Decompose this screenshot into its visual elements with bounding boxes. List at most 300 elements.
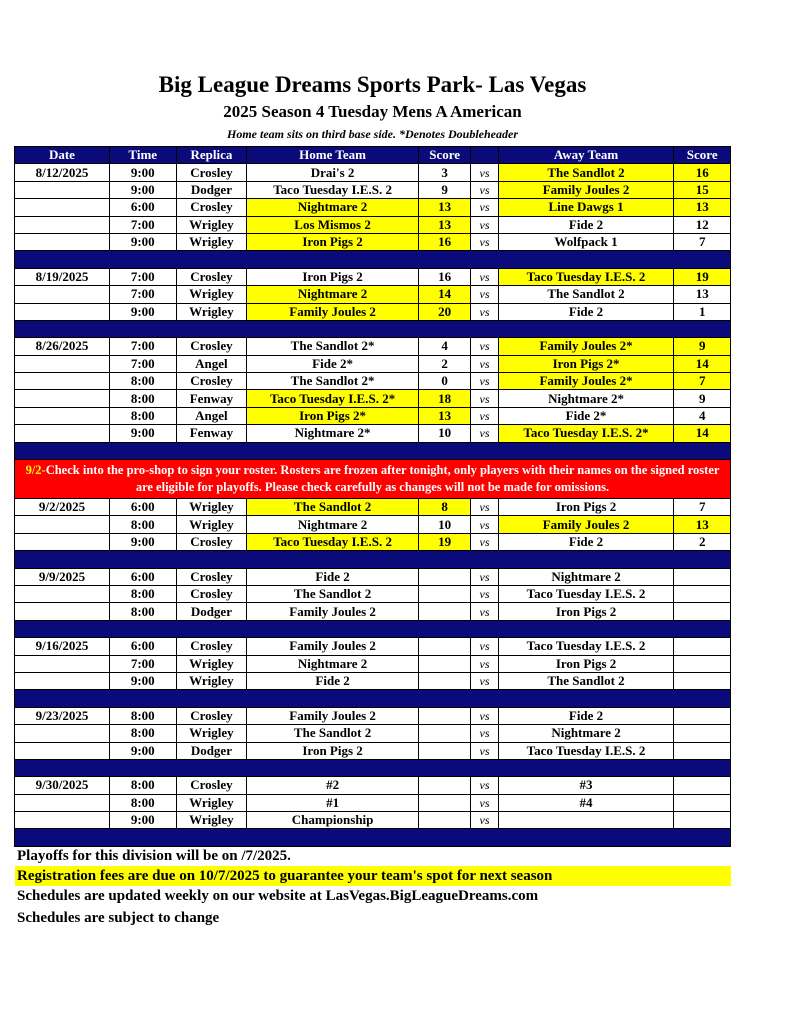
home-team: Family Joules 2 [247, 638, 419, 655]
week-separator [15, 620, 731, 637]
home-team: The Sandlot 2* [247, 338, 419, 355]
home-team: The Sandlot 2 [247, 499, 419, 516]
game-field: Crosley [176, 373, 247, 390]
game-field: Crosley [176, 638, 247, 655]
game-date [15, 303, 110, 320]
game-date [15, 286, 110, 303]
table-row [15, 355, 731, 372]
away-score [674, 568, 731, 585]
game-date [15, 672, 110, 689]
game-time: 8:00 [109, 794, 176, 811]
away-score [674, 672, 731, 689]
table-row [15, 216, 731, 233]
away-score: 2 [674, 533, 731, 550]
separator-bar [15, 620, 731, 637]
table-row [15, 425, 731, 442]
home-score [418, 725, 471, 742]
away-score [674, 707, 731, 724]
game-date [15, 390, 110, 407]
game-date: 9/2/2025 [15, 499, 110, 516]
home-team: Championship [247, 812, 419, 829]
home-team: Nightmare 2 [247, 286, 419, 303]
away-team: Fide 2 [498, 533, 674, 550]
table-row [15, 373, 731, 390]
game-time: 7:00 [109, 355, 176, 372]
game-date [15, 181, 110, 198]
vs-label: vs [471, 585, 498, 602]
game-time: 9:00 [109, 742, 176, 759]
table-row [15, 585, 731, 602]
game-time: 9:00 [109, 533, 176, 550]
home-score: 20 [418, 303, 471, 320]
table-header-row [15, 147, 731, 164]
game-time: 9:00 [109, 812, 176, 829]
vs-label: vs [471, 603, 498, 620]
table-row [15, 603, 731, 620]
vs-label: vs [471, 338, 498, 355]
vs-label: vs [471, 286, 498, 303]
game-time: 9:00 [109, 233, 176, 250]
table-row [15, 390, 731, 407]
week-separator [15, 759, 731, 776]
game-time: 8:00 [109, 373, 176, 390]
table-row [15, 568, 731, 585]
away-team: Line Dawgs 1 [498, 199, 674, 216]
game-date [15, 533, 110, 550]
home-team: The Sandlot 2 [247, 725, 419, 742]
home-score: 4 [418, 338, 471, 355]
game-date [15, 585, 110, 602]
col-header-vs [471, 147, 498, 164]
table-row [15, 199, 731, 216]
table-row [15, 777, 731, 794]
home-score [418, 655, 471, 672]
game-time: 9:00 [109, 181, 176, 198]
home-score: 19 [418, 533, 471, 550]
vs-label: vs [471, 794, 498, 811]
home-score [418, 707, 471, 724]
away-score: 19 [674, 268, 731, 285]
table-row [15, 655, 731, 672]
table-row [15, 286, 731, 303]
away-score [674, 585, 731, 602]
game-date: 9/16/2025 [15, 638, 110, 655]
home-score [418, 672, 471, 689]
vs-label: vs [471, 499, 498, 516]
game-time: 6:00 [109, 199, 176, 216]
game-field: Dodger [176, 181, 247, 198]
vs-label: vs [471, 181, 498, 198]
week-separator [15, 551, 731, 568]
home-score: 2 [418, 355, 471, 372]
away-team: #4 [498, 794, 674, 811]
roster-notice-row [15, 460, 731, 499]
footer-fees: Registration fees are due on 10/7/2025 to guarantee your team's spot for next season [15, 866, 731, 886]
away-score: 9 [674, 338, 731, 355]
vs-label: vs [471, 407, 498, 424]
home-team: Fide 2 [247, 672, 419, 689]
home-team: Family Joules 2 [247, 603, 419, 620]
game-time: 7:00 [109, 268, 176, 285]
separator-bar [15, 759, 731, 776]
away-score: 7 [674, 499, 731, 516]
game-time: 7:00 [109, 655, 176, 672]
game-date: 9/30/2025 [15, 777, 110, 794]
game-date [15, 216, 110, 233]
home-team: #1 [247, 794, 419, 811]
game-date: 9/9/2025 [15, 568, 110, 585]
game-field: Fenway [176, 425, 247, 442]
vs-label: vs [471, 233, 498, 250]
home-score: 9 [418, 181, 471, 198]
away-team: Fide 2 [498, 707, 674, 724]
home-team: Nightmare 2 [247, 199, 419, 216]
notice-prefix: 9/2- [25, 463, 46, 478]
game-field: Crosley [176, 164, 247, 181]
vs-label: vs [471, 568, 498, 585]
game-field: Angel [176, 407, 247, 424]
vs-label: vs [471, 199, 498, 216]
home-team: Iron Pigs 2 [247, 233, 419, 250]
away-team: The Sandlot 2 [498, 286, 674, 303]
vs-label: vs [471, 164, 498, 181]
home-score: 16 [418, 233, 471, 250]
away-team: Taco Tuesday I.E.S. 2* [498, 425, 674, 442]
home-team: Taco Tuesday I.E.S. 2 [247, 181, 419, 198]
home-team: Nightmare 2 [247, 655, 419, 672]
home-team: The Sandlot 2* [247, 373, 419, 390]
game-time: 9:00 [109, 164, 176, 181]
home-score: 10 [418, 516, 471, 533]
game-time: 7:00 [109, 338, 176, 355]
notice-text: Rosters are frozen after tonight, only players with their names on the signed roster are eligible for playoffs. Please check carefully as changes will not be made for omissions. [135, 463, 720, 495]
footer-playoffs: Playoffs for this division will be on /7/2025. [17, 848, 291, 864]
away-team: The Sandlot 2 [498, 164, 674, 181]
game-field: Crosley [176, 338, 247, 355]
game-field: Crosley [176, 199, 247, 216]
game-date [15, 812, 110, 829]
away-team: Fide 2* [498, 407, 674, 424]
col-header-home-team: Home Team [247, 147, 419, 164]
away-score: 13 [674, 286, 731, 303]
home-score: 14 [418, 286, 471, 303]
away-score: 12 [674, 216, 731, 233]
away-team: Iron Pigs 2 [498, 655, 674, 672]
away-score [674, 725, 731, 742]
home-score: 0 [418, 373, 471, 390]
home-team: Iron Pigs 2 [247, 742, 419, 759]
game-date [15, 655, 110, 672]
col-header-home-score: Score [418, 147, 471, 164]
game-field: Dodger [176, 742, 247, 759]
separator-bar [15, 442, 731, 459]
home-score [418, 638, 471, 655]
away-score [674, 603, 731, 620]
home-team: Drai's 2 [247, 164, 419, 181]
vs-label: vs [471, 268, 498, 285]
home-score: 8 [418, 499, 471, 516]
table-row [15, 638, 731, 655]
home-team: Iron Pigs 2* [247, 407, 419, 424]
away-score: 16 [674, 164, 731, 181]
table-row [15, 725, 731, 742]
game-field: Wrigley [176, 794, 247, 811]
away-team: Taco Tuesday I.E.S. 2 [498, 585, 674, 602]
game-field: Wrigley [176, 516, 247, 533]
game-date [15, 742, 110, 759]
vs-label: vs [471, 672, 498, 689]
away-team: Nightmare 2 [498, 725, 674, 742]
away-score [674, 742, 731, 759]
vs-label: vs [471, 638, 498, 655]
table-row [15, 407, 731, 424]
away-score: 15 [674, 181, 731, 198]
separator-bar [15, 251, 731, 268]
home-score [418, 742, 471, 759]
game-field: Wrigley [176, 286, 247, 303]
away-score [674, 638, 731, 655]
game-time: 7:00 [109, 216, 176, 233]
col-header-time: Time [109, 147, 176, 164]
game-field: Wrigley [176, 725, 247, 742]
away-team: The Sandlot 2 [498, 672, 674, 689]
table-row [15, 181, 731, 198]
home-score [418, 812, 471, 829]
game-time: 8:00 [109, 725, 176, 742]
game-time: 7:00 [109, 286, 176, 303]
away-team: Family Joules 2* [498, 373, 674, 390]
vs-label: vs [471, 707, 498, 724]
table-row [15, 268, 731, 285]
home-team: Fide 2* [247, 355, 419, 372]
game-date [15, 794, 110, 811]
home-team: Fide 2 [247, 568, 419, 585]
away-team: Iron Pigs 2 [498, 603, 674, 620]
schedule-table [14, 146, 731, 847]
game-date [15, 425, 110, 442]
home-score: 13 [418, 199, 471, 216]
game-date [15, 355, 110, 372]
vs-label: vs [471, 355, 498, 372]
away-team: Nightmare 2 [498, 568, 674, 585]
game-field: Wrigley [176, 812, 247, 829]
game-time: 8:00 [109, 777, 176, 794]
game-field: Crosley [176, 568, 247, 585]
away-score: 9 [674, 390, 731, 407]
table-row [15, 812, 731, 829]
notice-highlight: Check into the pro-shop to sign your roster. [45, 463, 278, 478]
page-title: Big League Dreams Sports Park- Las Vegas [158, 72, 587, 97]
home-score [418, 794, 471, 811]
table-row [15, 164, 731, 181]
col-header-away-team: Away Team [498, 147, 674, 164]
home-team: Family Joules 2 [247, 707, 419, 724]
away-score [674, 655, 731, 672]
away-team: Family Joules 2 [498, 516, 674, 533]
table-row [15, 233, 731, 250]
game-field: Crosley [176, 533, 247, 550]
away-score: 13 [674, 516, 731, 533]
game-date [15, 233, 110, 250]
col-header-date: Date [15, 147, 110, 164]
table-row [15, 707, 731, 724]
home-score: 10 [418, 425, 471, 442]
game-field: Crosley [176, 777, 247, 794]
page-subtitle: 2025 Season 4 Tuesday Mens A American [223, 102, 522, 121]
table-row [15, 794, 731, 811]
away-team: Fide 2 [498, 303, 674, 320]
separator-bar [15, 320, 731, 337]
separator-bar [15, 551, 731, 568]
game-time: 6:00 [109, 638, 176, 655]
away-score: 14 [674, 355, 731, 372]
game-date [15, 199, 110, 216]
home-score [418, 777, 471, 794]
home-team: Taco Tuesday I.E.S. 2 [247, 533, 419, 550]
game-field: Crosley [176, 268, 247, 285]
away-score: 7 [674, 233, 731, 250]
game-field: Wrigley [176, 499, 247, 516]
table-row [15, 499, 731, 516]
page-note: Home team sits on third base side. *Denotes Doubleheader [227, 127, 518, 141]
schedule-body [15, 164, 731, 846]
away-score: 7 [674, 373, 731, 390]
game-time: 9:00 [109, 425, 176, 442]
game-time: 8:00 [109, 707, 176, 724]
away-team: Iron Pigs 2* [498, 355, 674, 372]
game-time: 8:00 [109, 390, 176, 407]
separator-bar [15, 829, 731, 846]
game-field: Crosley [176, 707, 247, 724]
game-date [15, 603, 110, 620]
game-field: Wrigley [176, 672, 247, 689]
away-score [674, 777, 731, 794]
home-team: Nightmare 2 [247, 516, 419, 533]
game-time: 8:00 [109, 603, 176, 620]
game-time: 6:00 [109, 568, 176, 585]
away-team: Fide 2 [498, 216, 674, 233]
away-team [498, 812, 674, 829]
away-team: Taco Tuesday I.E.S. 2 [498, 268, 674, 285]
table-row [15, 303, 731, 320]
table-row [15, 672, 731, 689]
away-score [674, 794, 731, 811]
away-score: 1 [674, 303, 731, 320]
week-separator [15, 251, 731, 268]
game-field: Crosley [176, 585, 247, 602]
home-score: 13 [418, 216, 471, 233]
game-date: 8/19/2025 [15, 268, 110, 285]
vs-label: vs [471, 742, 498, 759]
game-date: 9/23/2025 [15, 707, 110, 724]
vs-label: vs [471, 425, 498, 442]
home-score: 18 [418, 390, 471, 407]
game-field: Wrigley [176, 303, 247, 320]
away-team: Taco Tuesday I.E.S. 2 [498, 638, 674, 655]
footer-website: Schedules are updated weekly on our website at LasVegas.BigLeagueDreams.com [17, 888, 539, 904]
home-team: Los Mismos 2 [247, 216, 419, 233]
game-time: 8:00 [109, 407, 176, 424]
footer-change: Schedules are subject to change [17, 910, 220, 926]
home-team: #2 [247, 777, 419, 794]
vs-label: vs [471, 216, 498, 233]
home-score [418, 568, 471, 585]
game-field: Wrigley [176, 233, 247, 250]
game-time: 6:00 [109, 499, 176, 516]
vs-label: vs [471, 812, 498, 829]
away-team: Nightmare 2* [498, 390, 674, 407]
home-team: Nightmare 2* [247, 425, 419, 442]
game-field: Dodger [176, 603, 247, 620]
home-team: The Sandlot 2 [247, 585, 419, 602]
game-date [15, 725, 110, 742]
vs-label: vs [471, 777, 498, 794]
home-team: Family Joules 2 [247, 303, 419, 320]
week-separator [15, 829, 731, 846]
home-score: 13 [418, 407, 471, 424]
vs-label: vs [471, 725, 498, 742]
vs-label: vs [471, 390, 498, 407]
game-date [15, 373, 110, 390]
game-time: 9:00 [109, 672, 176, 689]
week-separator [15, 690, 731, 707]
col-header-away-score: Score [674, 147, 731, 164]
vs-label: vs [471, 655, 498, 672]
game-date [15, 516, 110, 533]
game-field: Wrigley [176, 655, 247, 672]
vs-label: vs [471, 303, 498, 320]
game-field: Wrigley [176, 216, 247, 233]
game-time: 8:00 [109, 585, 176, 602]
vs-label: vs [471, 516, 498, 533]
home-team: Iron Pigs 2 [247, 268, 419, 285]
away-team: Iron Pigs 2 [498, 499, 674, 516]
week-separator [15, 442, 731, 459]
game-field: Angel [176, 355, 247, 372]
away-score: 14 [674, 425, 731, 442]
away-score [674, 812, 731, 829]
away-team: Family Joules 2* [498, 338, 674, 355]
game-date: 8/26/2025 [15, 338, 110, 355]
away-team: Family Joules 2 [498, 181, 674, 198]
roster-notice [15, 460, 731, 499]
home-score: 16 [418, 268, 471, 285]
away-team: #3 [498, 777, 674, 794]
home-score: 3 [418, 164, 471, 181]
table-row [15, 742, 731, 759]
col-header-replica: Replica [176, 147, 247, 164]
table-row [15, 533, 731, 550]
home-team: Taco Tuesday I.E.S. 2* [247, 390, 419, 407]
game-date: 8/12/2025 [15, 164, 110, 181]
game-field: Fenway [176, 390, 247, 407]
game-time: 8:00 [109, 516, 176, 533]
away-score: 13 [674, 199, 731, 216]
vs-label: vs [471, 533, 498, 550]
game-date [15, 407, 110, 424]
away-team: Taco Tuesday I.E.S. 2 [498, 742, 674, 759]
away-score: 4 [674, 407, 731, 424]
table-row [15, 516, 731, 533]
vs-label: vs [471, 373, 498, 390]
week-separator [15, 320, 731, 337]
home-score [418, 585, 471, 602]
table-row [15, 338, 731, 355]
away-team: Wolfpack 1 [498, 233, 674, 250]
home-score [418, 603, 471, 620]
game-time: 9:00 [109, 303, 176, 320]
separator-bar [15, 690, 731, 707]
